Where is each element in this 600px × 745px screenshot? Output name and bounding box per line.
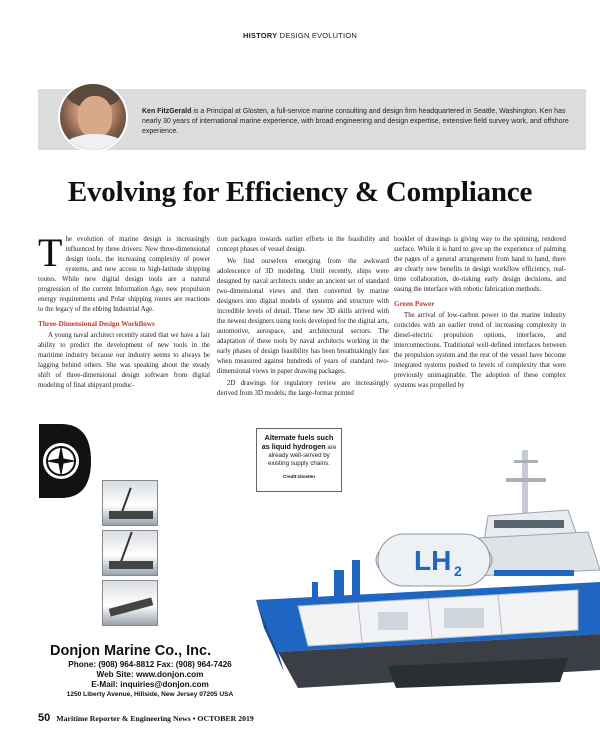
paragraph: tion packages towards earlier efforts in the feasibility and concept phases of vessel design.	[217, 236, 389, 253]
ad-address: 1250 Liberty Avenue, Hillside, New Jersey 07205 USA	[66, 691, 234, 698]
article-column-2	[217, 235, 389, 401]
callout-line-1: Alternate fuels such	[264, 433, 334, 442]
callout-line-2-rest: are	[325, 444, 337, 451]
article-column-3	[394, 235, 566, 393]
ad-phone-fax: Phone: (908) 964-8812 Fax: (908) 964-7426	[68, 660, 232, 669]
ad-photo-vessel	[102, 580, 158, 626]
paragraph: booklet of drawings is giving way to the spinning, rendered surface. While it is hard to give up the experience of palming the pages of a general arrangement from hand to hand, there are clearly new benefits in design workflow efficiency, real-time collaboration, de-risking early design decisions, and easing the interface with robotic fabrication methods.	[394, 236, 566, 293]
section-label	[0, 31, 600, 40]
ad-website: Web Site: www.donjon.com	[96, 670, 204, 679]
paragraph: The arrival of low-carbon power in the marine industry coincides with an earlier trend of increasing complexity in diesel-electric propulsion options, interfaces, and interconnections. Traditional well-defined interfaces between the propulsion system and the rest of the vessel have become integrated systems pushed to levels of complexity that were previously unimaginable. The adoption of these complex systems was propelled by	[394, 312, 566, 389]
paragraph: We find ourselves emerging from the awkward adolescence of 3D modeling. Until recently, ships were designed by naval architects under an ancient set of standard two-dimensional views and then converted by marine designers into digital models of systems and structure with incredible levels of detail. These new 3D skills arrived with the newest designers using tools developed for the digital arts, automotive, aerospace, and architectural sectors. The adaptation of these tools by naval architects working in the early phases of design feasibility has been breathtakingly fast when measured against hundreds of years of standard two-dimensional views in paper drawing packages.	[217, 258, 389, 375]
donjon-logo-icon	[37, 420, 93, 502]
subhead-green-power: Green Power	[394, 300, 435, 308]
drop-cap: T	[38, 230, 63, 275]
subhead-3d-design: Three-Dimensional Design Workflows	[38, 320, 155, 328]
section-label-bold: HISTORY	[242, 31, 278, 40]
ad-email: E-Mail: inquiries@donjon.com	[91, 680, 209, 689]
ad-photo-crane-ship	[102, 480, 158, 526]
ad-photo-crane-barge	[102, 530, 158, 576]
image-callout	[256, 428, 342, 492]
callout-line-3: already well-served by	[268, 452, 330, 459]
image-credit: Credit:Glosten	[283, 474, 315, 479]
paragraph: A young naval architect recently stated that we have a fair ability to predict the development of new tools in the maritime industry because our industry seems to always be lagging behind others. She was speaking about the steady shift of three-dimensional design software from digital modeling of final shipyard produc-	[38, 332, 210, 389]
issue-date: • OCTOBER 2019	[190, 714, 254, 723]
author-bio	[142, 107, 578, 137]
tank-label: LH	[414, 545, 452, 576]
article-title: Evolving for Efficiency & Compliance	[67, 176, 533, 208]
author-avatar	[58, 82, 128, 152]
paragraph: 2D drawings for regulatory review are increasingly derived from 3D models; the large-format printed	[217, 380, 389, 397]
magazine-name: Maritime Reporter & Engineering News	[56, 714, 191, 723]
page-number: 50	[38, 712, 51, 724]
callout-line-2: as liquid hydrogen	[261, 442, 326, 451]
author-name: Ken FitzGerald	[142, 108, 192, 115]
page-footer	[38, 712, 254, 724]
article-column-1	[38, 230, 210, 393]
author-bio-text: is a Principal at Glosten, a full-service marine consulting and design firm headquartered in Seattle, Washington. Ken has nearly 30 years of international marine experience, with broad engineering and design expertise, extensive field survey work, and offshore experience.	[142, 108, 569, 135]
ad-company-name: Donjon Marine Co., Inc.	[50, 643, 212, 659]
callout-line-4: existing supply chains.	[268, 460, 330, 467]
tank-label-subscript: 2	[454, 563, 462, 579]
paragraph: he evolution of marine design is increasingly influenced by three drivers: New three-dimensional design tools, the increasing complexity of power systems, and new access to high-latitude shipping routes. While new digital design tools are a natural progression of the current Information Age, new propulsion energy requirements and Polar shipping routes are reactions to the legacy of the ebbing Industrial Age.	[38, 236, 210, 313]
section-label-rest: DESIGN EVOLUTION	[279, 31, 357, 40]
